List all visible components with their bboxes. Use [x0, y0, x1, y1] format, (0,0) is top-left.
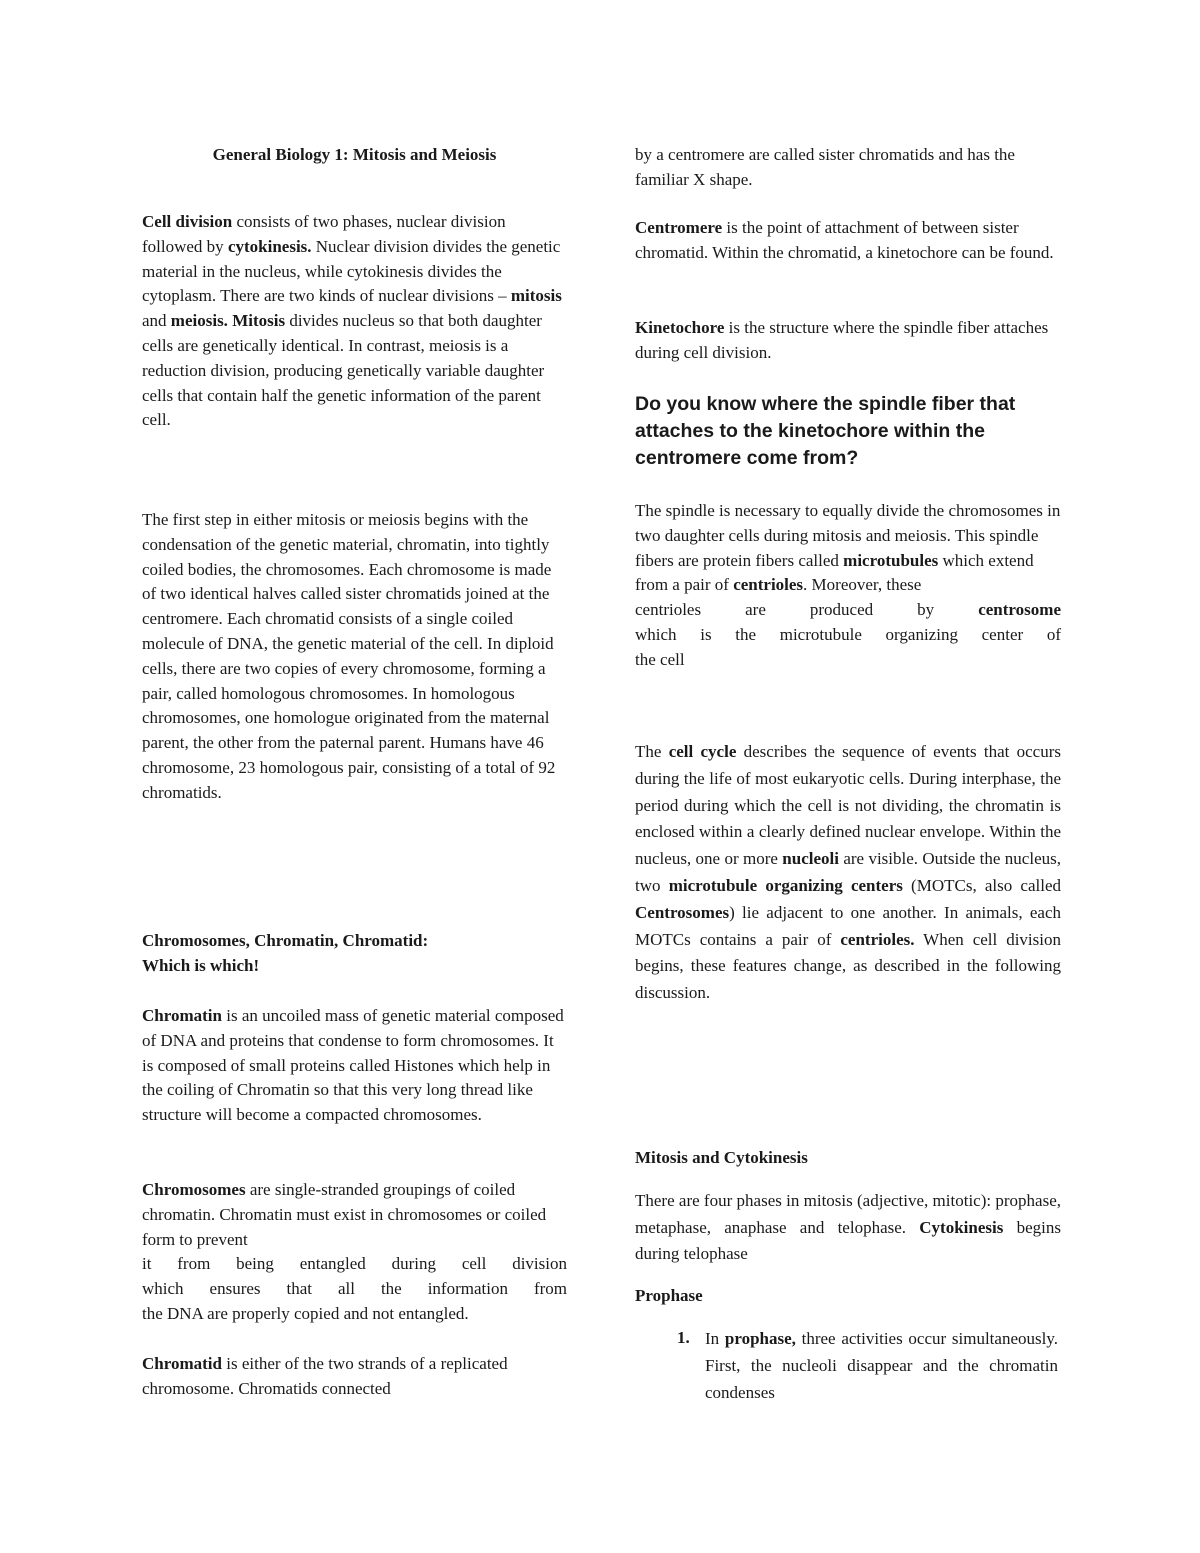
paragraph-first-step: The first step in either mitosis or meiosis begins with the condensation of the genetic material, chromatin, into tightly coiled bodies, the chromosomes. Each chromosome is made of two identical halves called sister chromatids joined at the centromere. Each chromatid consists of a single coiled molecule of DNA, the genetic material of the cell. In diploid cells, there are two copies of every chromosome, forming a pair, called homologous chromosomes. In homologous chromosomes, one homologue originated from the maternal parent, the other from the paternal parent. Humans have 46 chromosome, 23 homologous pair, consisting of a total of 92 chromatids. [142, 510, 556, 802]
term-cytokinesis: cytokinesis. [227, 236, 312, 256]
text: divides nucleus so that both daughter cells are genetically identical. In contrast, meiosis is a reduction division, producing genetically variable daughter cells that contain half the genetic information of the parent cell. [142, 311, 545, 430]
paragraph-phases [635, 1188, 1061, 1268]
term-centromere: Centromere [635, 218, 723, 237]
text: is the structure where the spindle fiber attaches during cell division. [635, 318, 1049, 362]
list-body [705, 1326, 1058, 1406]
term-microtubules: microtubules [843, 550, 939, 570]
text-line [635, 598, 1061, 623]
text: (MOTCs, also called [902, 875, 1062, 895]
term-nucleoli: nucleoli [782, 849, 839, 869]
text: There are four phases in mitosis (adjective, mitotic): prophase, metaphase, anaphase and telophase. [635, 1191, 1061, 1237]
text: is an uncoiled mass of genetic material composed of DNA and proteins that condense to form chromosomes. It is composed of small proteins called Histones which help in the coiling of Chromatin so that this very long thread like structure will become a compacted chromosomes. [142, 1006, 564, 1125]
term-mitosis: mitosis [510, 286, 562, 306]
term-cell-cycle: cell cycle [668, 742, 737, 761]
heading-mitosis-cytokinesis: Mitosis and Cytokinesis [635, 1148, 808, 1167]
term-centrioles-2: centrioles. [840, 929, 915, 949]
paragraph-spindle [635, 499, 1061, 673]
justified-lines [635, 598, 1061, 672]
text-line: it from being entangled during cell division [142, 1254, 567, 1274]
list-number: 1. [677, 1328, 690, 1347]
text-line: which ensures that all the information from [142, 1279, 567, 1299]
question-heading: Do you know where the spindle fiber that attaches to the kinetochore within the centromere come from? [635, 393, 1016, 469]
text: The [635, 742, 669, 761]
text: begins during telophase [635, 1217, 1061, 1263]
heading-chromosomes [142, 929, 567, 979]
term-chromatin: Chromatin [142, 1006, 222, 1025]
heading-prophase: Prophase [635, 1286, 703, 1305]
justified-lines [142, 1252, 567, 1326]
text: and [142, 311, 171, 331]
term-mitosis-2: Mitosis [232, 311, 286, 331]
term-cell-division: Cell division [142, 212, 233, 231]
heading-line: Chromosomes, Chromatin, Chromatid: [142, 931, 429, 950]
text: three activities occur simultaneously. First, the nucleoli disappear and the chromatin condenses [705, 1329, 1058, 1402]
term-prophase: prophase, [724, 1329, 796, 1348]
text-line: which is the microtubule organizing center of [635, 624, 1061, 644]
text: ) lie adjacent to one another. In animals, each MOTCs contains a pair of [635, 902, 1061, 949]
term-centrioles: centrioles [733, 575, 804, 595]
text: Nuclear division divides the genetic material in the nucleus, while cytokinesis divides the cytoplasm. There are two kinds of nuclear divisions – [142, 236, 561, 306]
term-chromatid: Chromatid [142, 1354, 222, 1373]
paragraph-kinetochore [635, 316, 1061, 366]
term-cytokinesis-2: Cytokinesis [919, 1217, 1004, 1237]
paragraph-cell-cycle [635, 739, 1061, 1007]
text: describes the sequence of events that occurs during the life of most eukaryotic cells. During interphase, the period during which the cell is not dividing, the chromatin is enclosed within a clearly defined nuclear envelope. Within the nucleus, one or more [635, 742, 1061, 869]
term-centrosome: centrosome [978, 600, 1061, 620]
text: . Moreover, these [803, 575, 922, 595]
text: In [705, 1329, 725, 1348]
text: consists of two phases, nuclear division followed by [142, 212, 506, 256]
term-motc: microtubule organizing centers [668, 875, 903, 895]
paragraph-chromosomes [142, 1178, 567, 1327]
term-kinetochore: Kinetochore [635, 318, 725, 337]
term-chromosomes: Chromosomes [142, 1180, 246, 1199]
text-line: the cell [635, 649, 685, 669]
term-meiosis: meiosis. [170, 311, 228, 331]
paragraph-cell-division [142, 210, 567, 433]
text: is either of the two strands of a replicated chromosome. Chromatids connected [142, 1354, 508, 1398]
text: The spindle is necessary to equally divide the chromosomes in two daughter cells during mitosis and meiosis. This spindle fibers are protein fibers called [635, 501, 1061, 570]
paragraph-chromatid [142, 1352, 567, 1402]
text: are single-stranded groupings of coiled chromatin. Chromatin must exist in chromosomes or coiled form to prevent [142, 1180, 547, 1249]
text: which extend from a pair of [635, 550, 1034, 595]
list-item [635, 1326, 1061, 1406]
text: When cell division begins, these features change, as described in the following discussion. [635, 929, 1061, 1003]
text-line: the DNA are properly copied and not entangled. [142, 1303, 469, 1323]
heading-line: Which is which! [142, 955, 260, 975]
paragraph-chromatin [142, 1004, 567, 1128]
paragraph-centromere [635, 216, 1061, 266]
term-centrosomes: Centrosomes [635, 902, 730, 922]
page-title: General Biology 1: Mitosis and Meiosis [212, 145, 497, 164]
text: is the point of attachment of between sister chromatid. Within the chromatid, a kinetochore can be found. [635, 218, 1054, 262]
text: centrioles are produced by [635, 600, 979, 620]
text: are visible. Outside the nucleus, two [635, 849, 1061, 895]
paragraph-continued: by a centromere are called sister chromatids and has the familiar X shape. [635, 145, 1015, 189]
